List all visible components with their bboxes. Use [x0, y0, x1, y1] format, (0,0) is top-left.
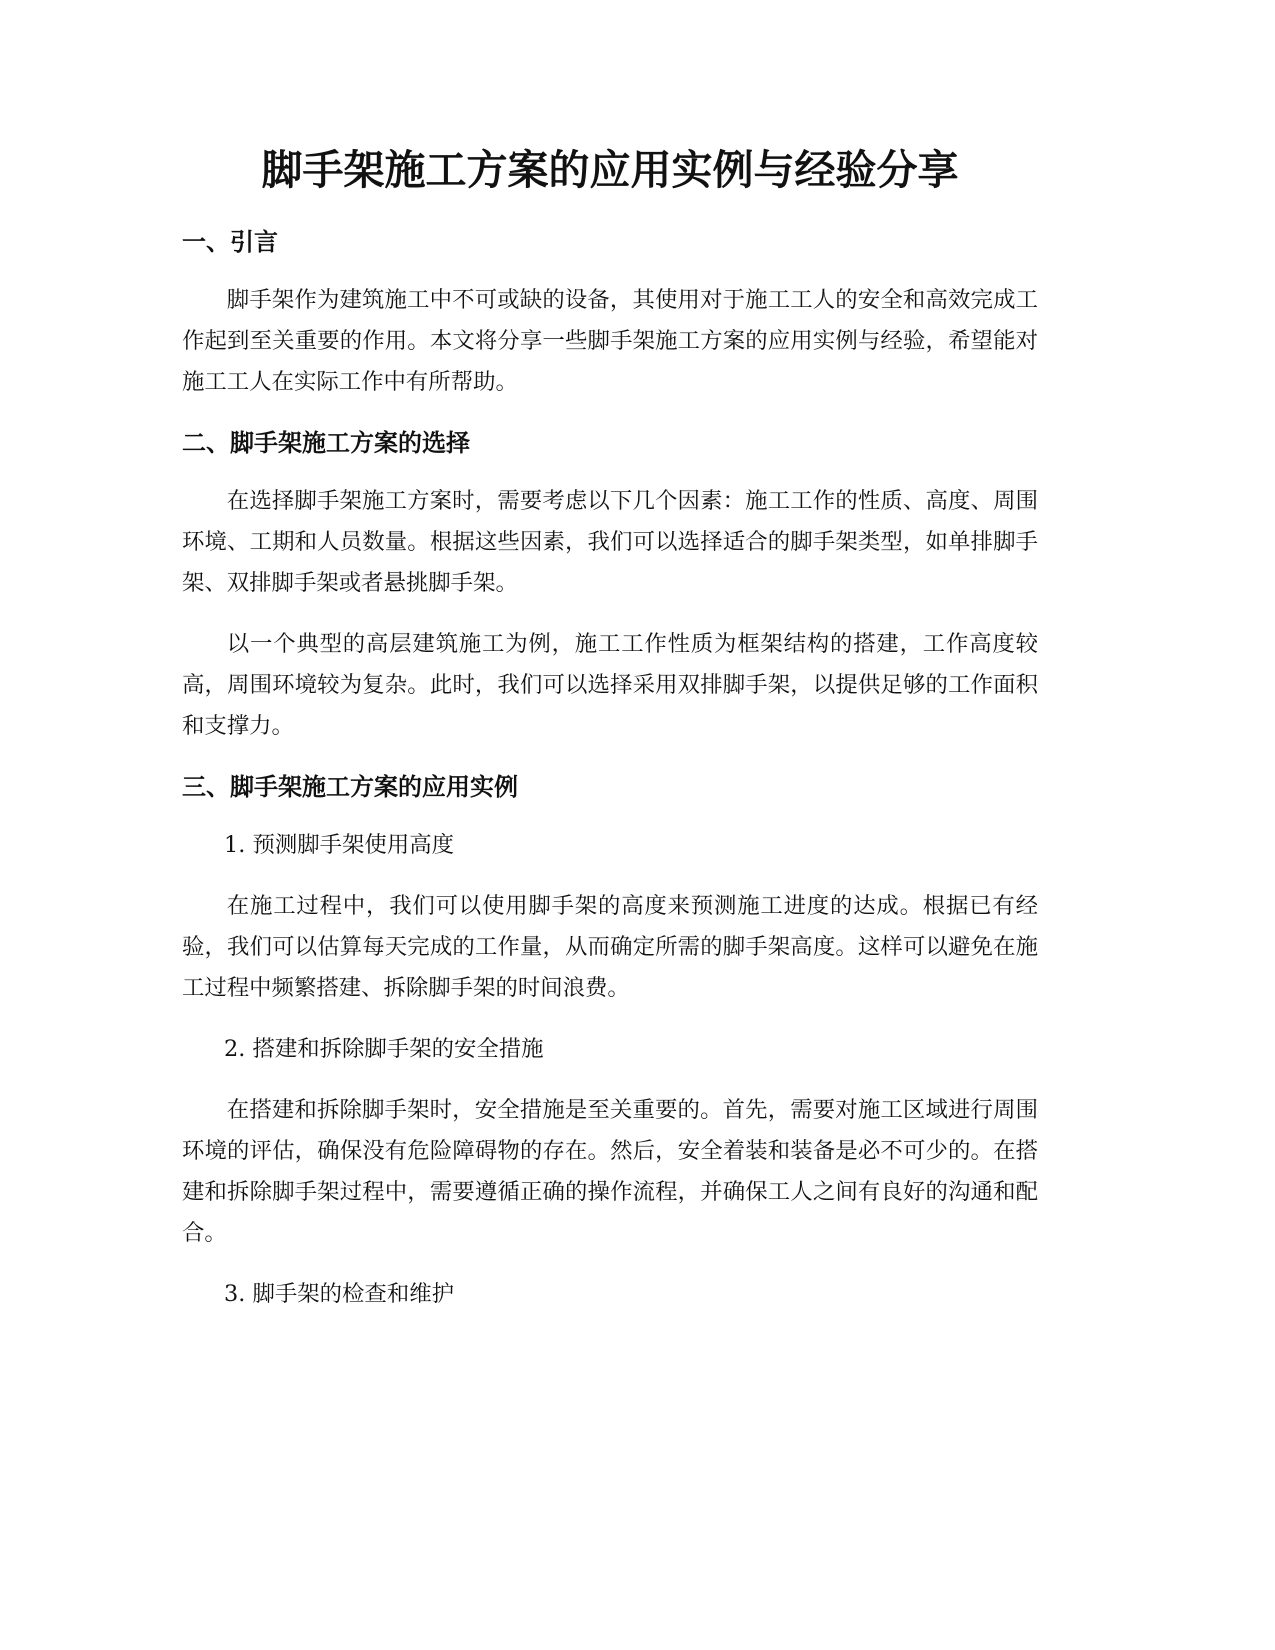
- example-paragraph-2: 在搭建和拆除脚手架时，安全措施是至关重要的。首先，需要对施工区域进行周围环境的评估，确保没有危险障碍物的存在。然后，安全着装和装备是必不可少的。在搭建和拆除脚手架过程中，需要遵循正确的操作流程，并确保工人之间有良好的沟通和配合。: [182, 1097, 1038, 1246]
- section-heading-examples: 三、脚手架施工方案的应用实例: [182, 773, 518, 801]
- selection-paragraph-2: 以一个典型的高层建筑施工为例，施工工作性质为框架结构的搭建，工作高度较高，周围环境较为复杂。此时，我们可以选择采用双排脚手架，以提供足够的工作面积和支撑力。: [182, 631, 1038, 739]
- example-item-2: 2. 搭建和拆除脚手架的安全措施: [224, 1036, 544, 1062]
- document-page: [182, 140, 1038, 1335]
- section-heading-intro: 一、引言: [182, 228, 278, 256]
- section-heading-selection: 二、脚手架施工方案的选择: [182, 429, 470, 457]
- document-title: 脚手架施工方案的应用实例与经验分享: [261, 146, 959, 194]
- intro-paragraph: 脚手架作为建筑施工中不可或缺的设备，其使用对于施工工人的安全和高效完成工作起到至关重要的作用。本文将分享一些脚手架施工方案的应用实例与经验，希望能对施工工人在实际工作中有所帮助。: [182, 287, 1038, 395]
- example-item-1: 1. 预测脚手架使用高度: [224, 832, 454, 858]
- example-paragraph-1: 在施工过程中，我们可以使用脚手架的高度来预测施工进度的达成。根据已有经验，我们可以估算每天完成的工作量，从而确定所需的脚手架高度。这样可以避免在施工过程中频繁搭建、拆除脚手架的时间浪费。: [182, 893, 1038, 1001]
- example-item-3: 3. 脚手架的检查和维护: [224, 1281, 454, 1307]
- selection-paragraph-1: 在选择脚手架施工方案时，需要考虑以下几个因素：施工工作的性质、高度、周围环境、工期和人员数量。根据这些因素，我们可以选择适合的脚手架类型，如单排脚手架、双排脚手架或者悬挑脚手架。: [182, 488, 1038, 596]
